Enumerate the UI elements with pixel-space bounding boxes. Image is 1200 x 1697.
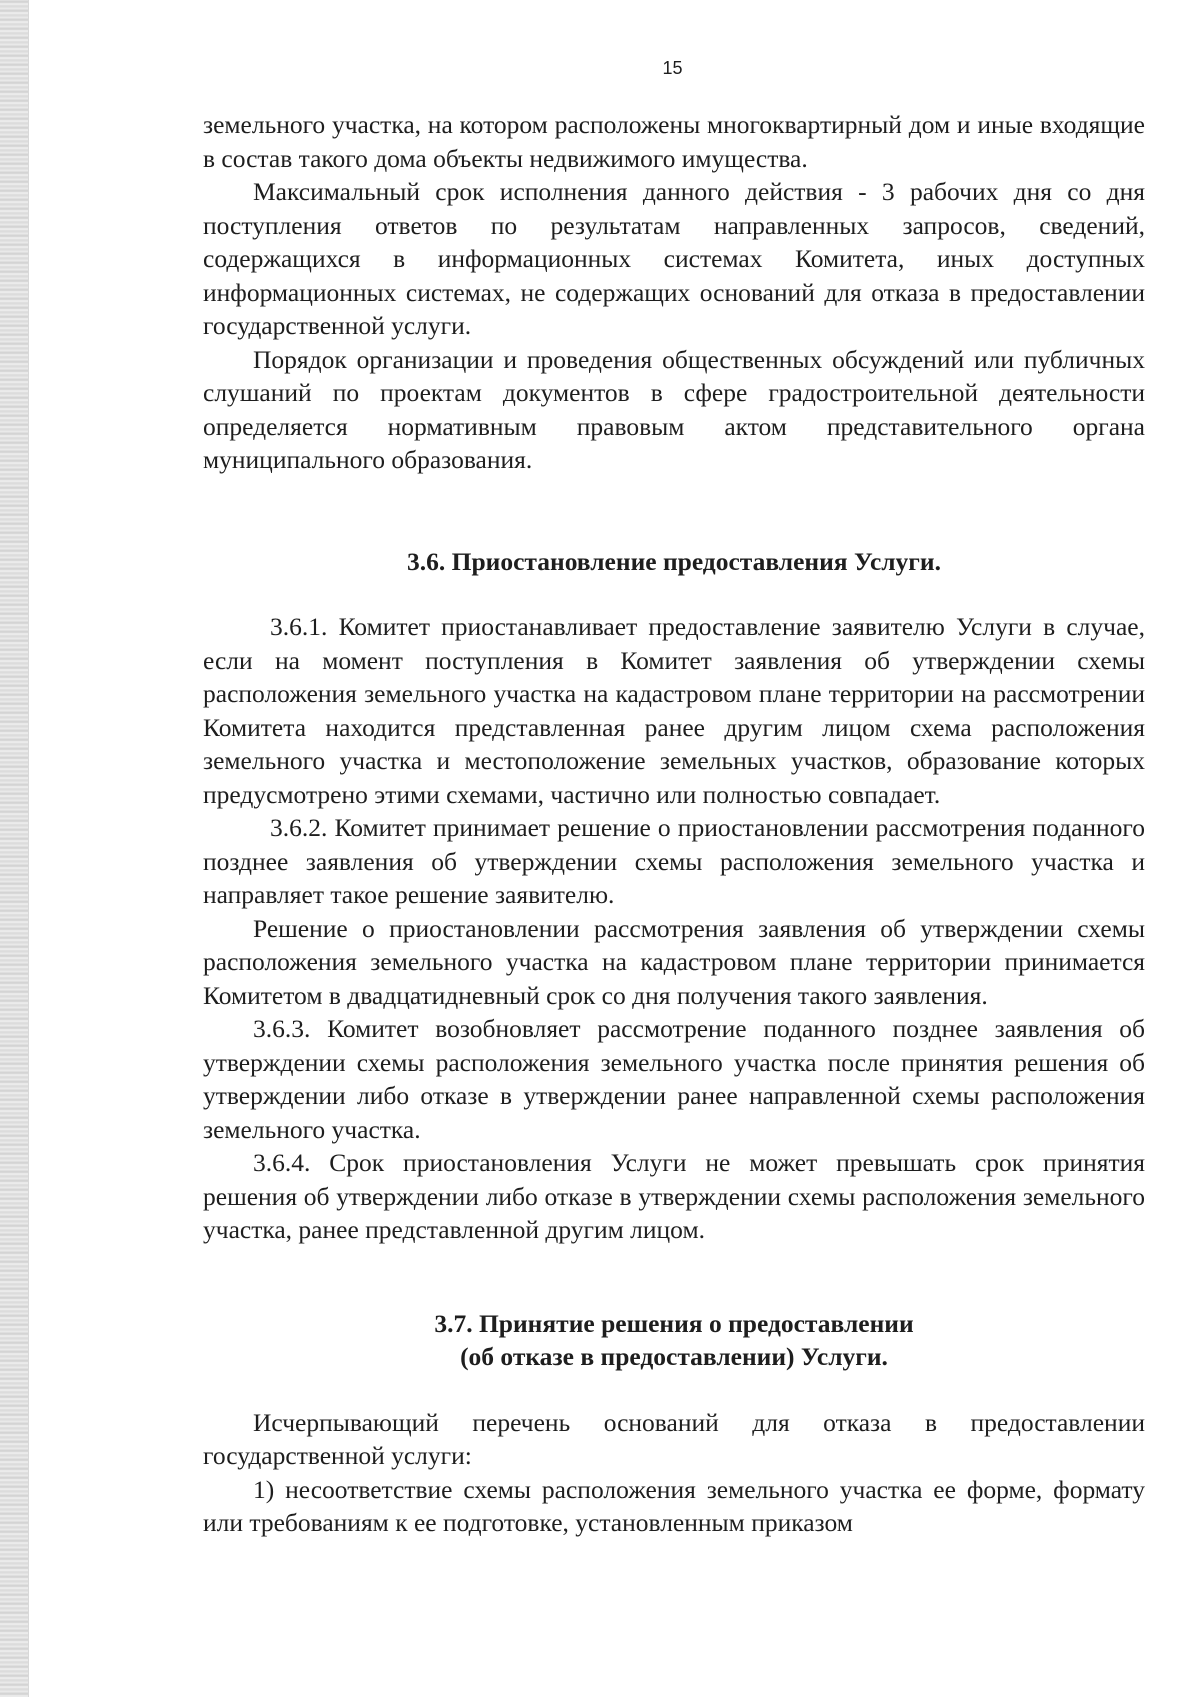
document-body	[203, 108, 1145, 1540]
paragraph-3-6-3: 3.6.3. Комитет возобновляет рассмотрение поданного позднее заявления об утверждении схемы расположения земельного участка после принятия решения об утверждении либо отказе в утверждении ранее направленной схемы расположения земельного участка.	[203, 1014, 1145, 1144]
intro-paragraph-3: Порядок организации и проведения общественных обсуждений или публичных слушаний по проектам документов в сфере градостроительной деятельности определяется нормативным правовым актом представительного органа муниципального образования.	[203, 344, 1145, 474]
paragraph-3-6-4: 3.6.4. Срок приостановления Услуги не может превышать срок принятия решения об утверждении либо отказе в утверждении схемы расположения земельного участка, ранее представленной другим лицом.	[203, 1148, 1145, 1244]
intro-paragraph-1: земельного участка, на котором расположены многоквартирный дом и иные входящие в состав такого дома объекты недвижимого имущества.	[203, 110, 1145, 173]
section-3-7-heading-line-1: 3.7. Принятие решения о предоставлении	[434, 1308, 914, 1338]
section-3-6-heading: 3.6. Приостановление предоставления Услуги.	[407, 546, 941, 576]
scan-edge	[0, 0, 29, 1697]
paragraph-3-7-item-1: 1) несоответствие схемы расположения земельного участка ее форме, формату или требованиям к ее подготовке, установленным приказом	[203, 1474, 1145, 1537]
intro-paragraph-2: Максимальный срок исполнения данного действия - 3 рабочих дня со дня поступления ответов по результатам направленных запросов, сведений, содержащихся в информационных системах Комитета, иных доступных информационных системах, не содержащих оснований для отказа в предоставлении государственной услуги.	[203, 177, 1145, 340]
section-3-7-heading-line-2: (об отказе в предоставлении) Услуги.	[460, 1342, 888, 1371]
paragraph-3-6-2-decision: Решение о приостановлении рассмотрения заявления об утверждении схемы расположения земельного участка на кадастровом плане территории принимается Комитетом в двадцатидневный срок со дня получения такого заявления.	[203, 913, 1145, 1010]
page-number: 15	[662, 58, 683, 78]
paragraph-3-6-1: 3.6.1. Комитет приостанавливает предоставление заявителю Услуги в случае, если на момент поступления в Комитет заявления об утверждении схемы расположения земельного участка на кадастровом плане территории на рассмотрении Комитета находится представленная ранее другим лицом схема расположения земельного участка и местоположение земельных участков, образование которых предусмотрено этими схемами, частично или полностью совпадает.	[203, 612, 1145, 809]
paragraph-3-6-2: 3.6.2. Комитет принимает решение о приостановлении рассмотрения поданного позднее заявления об утверждении схемы расположения земельного участка и направляет такое решение заявителю.	[203, 813, 1145, 909]
paragraph-3-7-grounds: Исчерпывающий перечень оснований для отказа в предоставлении государственной услуги:	[203, 1407, 1145, 1470]
